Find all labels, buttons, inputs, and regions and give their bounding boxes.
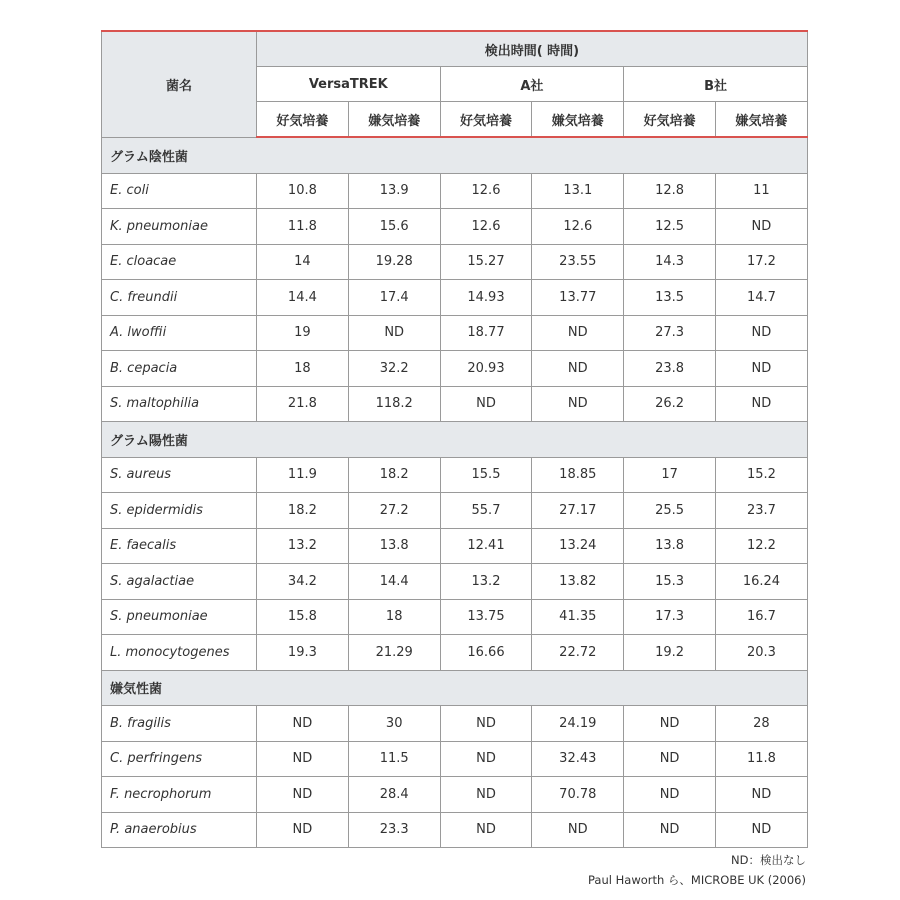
detection-time-cell: ND	[257, 741, 349, 777]
organism-name: A. lwoffii	[102, 315, 257, 351]
detection-time-cell: 15.5	[440, 457, 532, 493]
detection-time-cell: 18	[257, 351, 349, 387]
detection-time-cell: ND	[532, 351, 624, 387]
table-row	[102, 706, 808, 742]
detection-time-cell: ND	[715, 777, 807, 813]
system-header-company-a: A社	[440, 67, 624, 102]
detection-time-cell: 12.8	[624, 173, 716, 209]
detection-time-cell: ND	[440, 386, 532, 422]
organism-name: K. pneumoniae	[102, 209, 257, 245]
detection-time-cell: 15.6	[348, 209, 440, 245]
detection-time-cell: 23.55	[532, 244, 624, 280]
organism-name: S. aureus	[102, 457, 257, 493]
detection-time-cell: 24.19	[532, 706, 624, 742]
system-header-versatrek: VersaTREK	[257, 67, 441, 102]
organism-name: F. necrophorum	[102, 777, 257, 813]
detection-time-cell: 16.7	[715, 599, 807, 635]
detection-time-cell: 14.4	[348, 564, 440, 600]
organism-name: C. freundii	[102, 280, 257, 316]
detection-time-cell: 12.6	[440, 209, 532, 245]
table-row	[102, 351, 808, 387]
culture-header-anaerobic: 嫌気培養	[532, 102, 624, 138]
detection-time-cell: ND	[715, 351, 807, 387]
detection-time-cell: 20.3	[715, 635, 807, 671]
detection-time-cell: ND	[440, 777, 532, 813]
detection-time-cell: 15.27	[440, 244, 532, 280]
detection-time-cell: 12.6	[440, 173, 532, 209]
system-header-company-b: B社	[624, 67, 808, 102]
table-row	[102, 812, 808, 848]
detection-time-cell: 19.2	[624, 635, 716, 671]
table-row	[102, 564, 808, 600]
detection-time-cell: 25.5	[624, 493, 716, 529]
organism-name: S. epidermidis	[102, 493, 257, 529]
detection-time-cell: 16.24	[715, 564, 807, 600]
organism-name: S. pneumoniae	[102, 599, 257, 635]
detection-time-cell: ND	[532, 386, 624, 422]
detection-time-cell: 27.2	[348, 493, 440, 529]
organism-name: S. maltophilia	[102, 386, 257, 422]
detection-time-cell: 11.8	[257, 209, 349, 245]
detection-time-cell: ND	[624, 777, 716, 813]
detection-time-cell: ND	[715, 315, 807, 351]
detection-time-cell: 13.75	[440, 599, 532, 635]
source-note: Paul Haworth ら、MICROBE UK (2006)	[588, 873, 806, 887]
detection-time-cell: ND	[440, 812, 532, 848]
detection-time-cell: 14.93	[440, 280, 532, 316]
detection-time-cell: ND	[532, 315, 624, 351]
detection-time-cell: 15.8	[257, 599, 349, 635]
detection-time-cell: 13.77	[532, 280, 624, 316]
detection-time-cell: 18.2	[257, 493, 349, 529]
detection-time-cell: 118.2	[348, 386, 440, 422]
detection-time-cell: 21.29	[348, 635, 440, 671]
detection-time-cell: 17.4	[348, 280, 440, 316]
detection-time-cell: 19	[257, 315, 349, 351]
detection-time-cell: ND	[348, 315, 440, 351]
detection-time-table	[101, 30, 808, 848]
detection-time-cell: ND	[532, 812, 624, 848]
detection-time-cell: 13.8	[348, 528, 440, 564]
detection-time-cell: 22.72	[532, 635, 624, 671]
detection-time-cell: 13.1	[532, 173, 624, 209]
table-row	[102, 280, 808, 316]
culture-header-aerobic: 好気培養	[440, 102, 532, 138]
detection-time-cell: 13.82	[532, 564, 624, 600]
detection-time-cell: 14	[257, 244, 349, 280]
detection-time-cell: 18.2	[348, 457, 440, 493]
table-row	[102, 741, 808, 777]
detection-time-cell: ND	[440, 741, 532, 777]
detection-time-cell: 21.8	[257, 386, 349, 422]
detection-time-cell: 19.3	[257, 635, 349, 671]
detection-time-cell: ND	[257, 777, 349, 813]
detection-time-cell: ND	[624, 706, 716, 742]
detection-time-cell: 15.3	[624, 564, 716, 600]
detection-time-cell: 17.2	[715, 244, 807, 280]
detection-time-cell: 10.8	[257, 173, 349, 209]
detection-time-cell: 13.2	[257, 528, 349, 564]
detection-time-cell: 27.17	[532, 493, 624, 529]
detection-time-cell: 11.8	[715, 741, 807, 777]
detection-time-cell: 20.93	[440, 351, 532, 387]
organism-name: P. anaerobius	[102, 812, 257, 848]
detection-time-cell: 18.77	[440, 315, 532, 351]
detection-time-cell: 17	[624, 457, 716, 493]
detection-time-cell: 23.3	[348, 812, 440, 848]
detection-time-cell: ND	[715, 209, 807, 245]
detection-time-cell: ND	[715, 386, 807, 422]
detection-time-cell: 12.5	[624, 209, 716, 245]
detection-time-cell: 27.3	[624, 315, 716, 351]
organism-name: B. cepacia	[102, 351, 257, 387]
group-label: グラム陽性菌	[102, 422, 808, 458]
table-row	[102, 386, 808, 422]
detection-time-cell: 30	[348, 706, 440, 742]
organism-name: C. perfringens	[102, 741, 257, 777]
table-row	[102, 457, 808, 493]
detection-time-cell: ND	[624, 812, 716, 848]
detection-time-cell: 41.35	[532, 599, 624, 635]
detection-time-cell: ND	[715, 812, 807, 848]
detection-time-cell: 13.8	[624, 528, 716, 564]
group-row	[102, 670, 808, 706]
detection-time-cell: 28	[715, 706, 807, 742]
detection-time-cell: 16.66	[440, 635, 532, 671]
detection-time-cell: 13.2	[440, 564, 532, 600]
detection-time-cell: 28.4	[348, 777, 440, 813]
detection-time-cell: 55.7	[440, 493, 532, 529]
organism-name: L. monocytogenes	[102, 635, 257, 671]
detection-time-cell: 12.6	[532, 209, 624, 245]
detection-time-cell: 11.9	[257, 457, 349, 493]
detection-time-cell: 12.41	[440, 528, 532, 564]
detection-time-cell: 17.3	[624, 599, 716, 635]
organism-name: E. coli	[102, 173, 257, 209]
table-row	[102, 173, 808, 209]
culture-header-anaerobic: 嫌気培養	[348, 102, 440, 138]
table-row	[102, 528, 808, 564]
detection-time-cell: 12.2	[715, 528, 807, 564]
detection-time-cell: 23.7	[715, 493, 807, 529]
detection-time-cell: ND	[624, 741, 716, 777]
culture-header-anaerobic: 嫌気培養	[715, 102, 807, 138]
detection-time-cell: 14.7	[715, 280, 807, 316]
table-notes	[588, 850, 806, 890]
detection-time-cell: 14.4	[257, 280, 349, 316]
group-label: グラム陰性菌	[102, 137, 808, 173]
table-row	[102, 635, 808, 671]
organism-name: S. agalactiae	[102, 564, 257, 600]
detection-time-header: 検出時間( 時間)	[257, 31, 808, 67]
group-label: 嫌気性菌	[102, 670, 808, 706]
culture-header-aerobic: 好気培養	[624, 102, 716, 138]
table-body	[102, 137, 808, 848]
detection-time-cell: 13.24	[532, 528, 624, 564]
detection-time-cell: 11	[715, 173, 807, 209]
detection-time-cell: 13.9	[348, 173, 440, 209]
organism-name: E. cloacae	[102, 244, 257, 280]
table-row	[102, 209, 808, 245]
table-row	[102, 244, 808, 280]
detection-time-cell: 26.2	[624, 386, 716, 422]
detection-time-cell: 32.43	[532, 741, 624, 777]
detection-time-cell: 18	[348, 599, 440, 635]
organism-name: B. fragilis	[102, 706, 257, 742]
culture-header-aerobic: 好気培養	[257, 102, 349, 138]
table-row	[102, 777, 808, 813]
detection-time-cell: ND	[257, 706, 349, 742]
organism-name: E. faecalis	[102, 528, 257, 564]
table-row	[102, 315, 808, 351]
group-row	[102, 422, 808, 458]
detection-time-cell: 14.3	[624, 244, 716, 280]
detection-time-cell: 11.5	[348, 741, 440, 777]
detection-time-cell: 13.5	[624, 280, 716, 316]
organism-header: 菌名	[102, 31, 257, 137]
table-row	[102, 493, 808, 529]
group-row	[102, 137, 808, 173]
detection-time-cell: 19.28	[348, 244, 440, 280]
detection-time-cell: 15.2	[715, 457, 807, 493]
detection-time-cell: ND	[440, 706, 532, 742]
nd-note: ND：検出なし	[731, 853, 806, 867]
detection-time-cell: 18.85	[532, 457, 624, 493]
detection-time-cell: 32.2	[348, 351, 440, 387]
detection-time-cell: 34.2	[257, 564, 349, 600]
detection-time-cell: 23.8	[624, 351, 716, 387]
detection-time-cell: ND	[257, 812, 349, 848]
table-row	[102, 599, 808, 635]
detection-time-cell: 70.78	[532, 777, 624, 813]
